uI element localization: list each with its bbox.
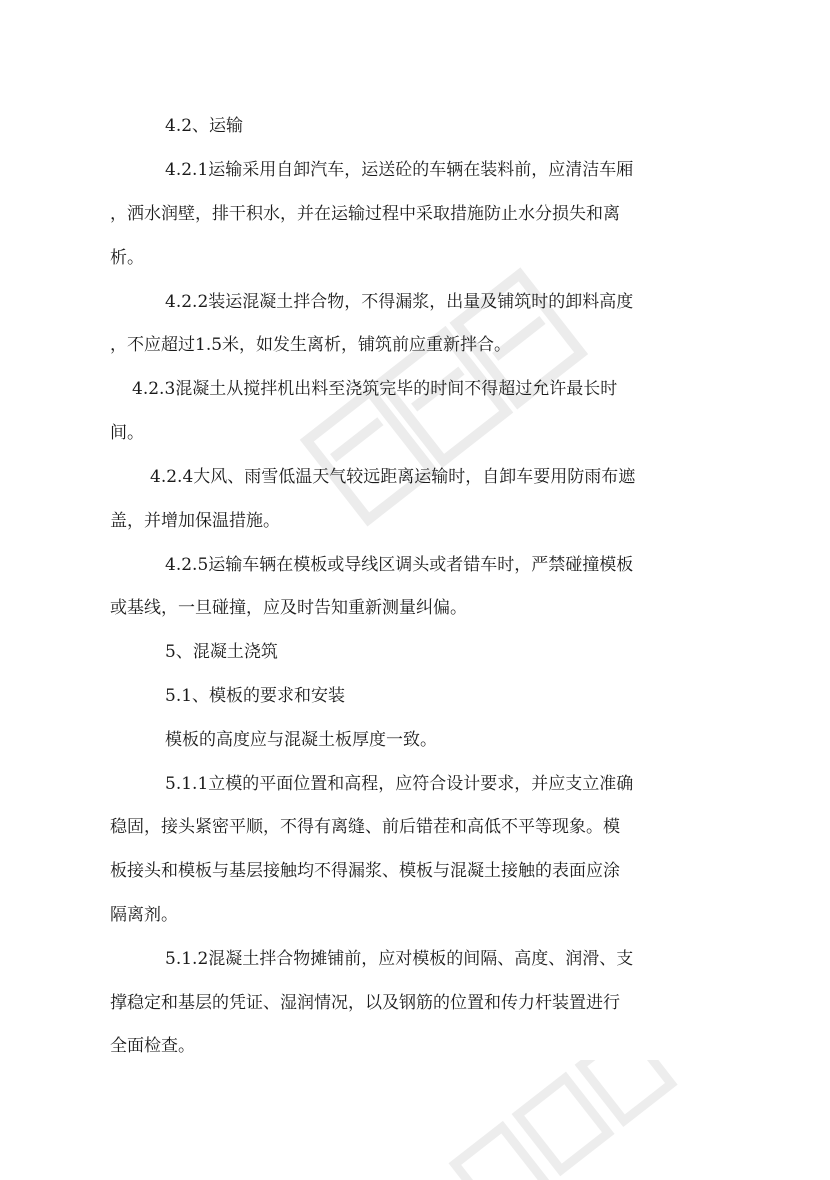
paragraph-line: 析。	[110, 248, 144, 268]
paragraph-line: ，不应超过1.5米，如发生离析，铺筑前应重新拌合。	[110, 335, 512, 355]
paragraph-line: 稳固，接头紧密平顺，不得有离缝、前后错茬和高低不平等现象。模	[110, 817, 620, 837]
paragraph-line: 5.1.1立模的平面位置和高程，应符合设计要求，并应支立准确	[165, 774, 634, 794]
paragraph-line: 间。	[110, 423, 144, 443]
paragraph-line: 4.2.1运输采用自卸汽车，运送砼的车辆在装料前，应清洁车厢	[165, 160, 634, 180]
paragraph-line: 全面检查。	[110, 1036, 195, 1056]
section-heading-5-1: 5.1、模板的要求和安装	[165, 686, 346, 706]
section-heading-4-2: 4.2、运输	[165, 116, 244, 136]
paragraph-line: 5.1.2混凝土拌合物摊铺前，应对模板的间隔、高度、润滑、支	[165, 949, 634, 969]
watermark-logo-bottom	[430, 1060, 690, 1180]
paragraph-line: 4.2.4大风、雨雪低温天气较远距离运输时，自卸车要用防雨布遮	[150, 467, 636, 487]
paragraph-line: 板接头和模板与基层接触均不得漏浆、模板与混凝土接触的表面应涂	[110, 861, 620, 881]
paragraph-line: 4.2.2装运混凝土拌合物，不得漏浆，出量及铺筑时的卸料高度	[165, 292, 634, 312]
paragraph-line: 或基线，一旦碰撞，应及时告知重新测量纠偏。	[110, 598, 467, 618]
paragraph-line: ，洒水润壁，排干积水，并在运输过程中采取措施防止水分损失和离	[110, 204, 620, 224]
section-heading-5: 5、混凝土浇筑	[165, 642, 278, 662]
paragraph-line: 4.2.3混凝土从搅拌机出料至浇筑完毕的时间不得超过允许最长时	[132, 379, 618, 399]
paragraph-line: 撑稳定和基层的凭证、湿润情况，以及钢筋的位置和传力杆装置进行	[110, 993, 620, 1013]
paragraph-line: 4.2.5运输车辆在模板或导线区调头或者错车时，严禁碰撞模板	[165, 555, 634, 575]
paragraph-line: 模板的高度应与混凝土板厚度一致。	[165, 730, 437, 750]
paragraph-line: 隔离剂。	[110, 905, 178, 925]
paragraph-line: 盖，并增加保温措施。	[110, 511, 280, 531]
